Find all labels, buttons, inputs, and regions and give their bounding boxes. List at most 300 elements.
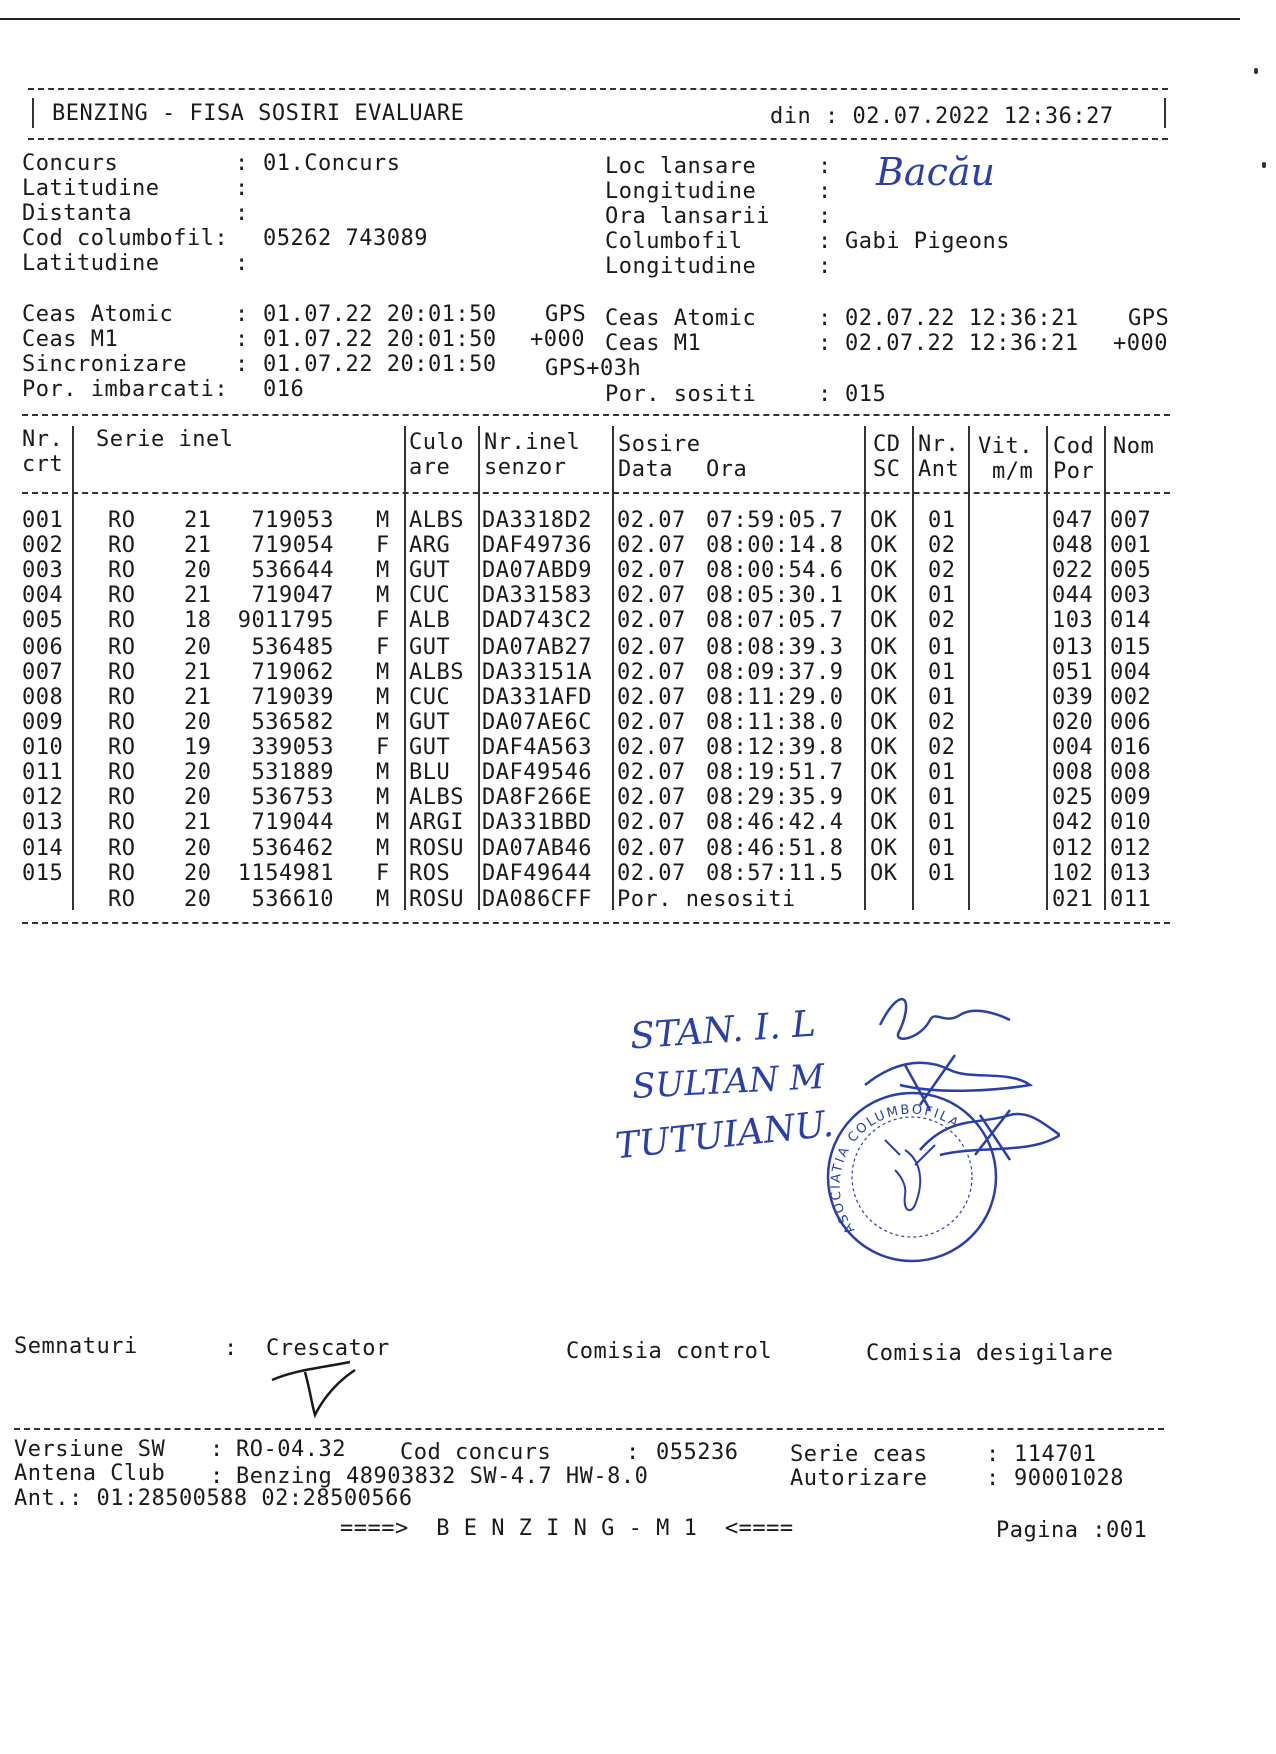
cell-data: Por. nesositi (617, 886, 796, 912)
scan-speck (1262, 162, 1266, 168)
cell-data: 02.07 (617, 508, 686, 533)
cell-sex: F (376, 533, 390, 559)
cell-cc: RO (108, 734, 136, 760)
footer-cod-concurs-value: 055236 (656, 1440, 739, 1465)
cell-cc: RO (108, 709, 136, 735)
info-colon: : (235, 251, 249, 276)
info-label: Ora lansarii (605, 204, 770, 229)
clock-suffix: GPS (1128, 306, 1170, 331)
cell-ant: 01 (928, 760, 956, 785)
col-header-sosire: Sosire (618, 432, 701, 457)
cell-senzor: DAF49546 (482, 760, 592, 785)
cell-inel: 9011795 (237, 608, 334, 634)
cell-cd: OK (870, 659, 898, 685)
report-date: din : 02.07.2022 12:36:27 (770, 104, 1114, 129)
col-header-cd: CD (873, 432, 901, 457)
cell-cc: RO (108, 886, 136, 912)
col-rule (1046, 426, 1048, 910)
cell-ora: 08:29:35.9 (706, 785, 844, 811)
scan-edge-line (0, 18, 1240, 20)
cell-senzor: DA331BBD (482, 810, 592, 836)
cell-ant: 02 (928, 533, 956, 559)
cell-senzor: DA33151A (482, 659, 592, 685)
cell-nom: 009 (1110, 785, 1152, 811)
cell-ant: 01 (928, 684, 956, 710)
cell-ora: 08:07:05.7 (706, 608, 844, 634)
cell-an: 20 (184, 785, 212, 811)
info-colon: : (818, 204, 832, 229)
cell-data: 02.07 (617, 634, 686, 660)
cell-cod: 013 (1052, 634, 1094, 660)
cell-cc: RO (108, 760, 136, 785)
cell-an: 20 (184, 558, 212, 584)
clock-colon: : (818, 331, 832, 356)
cell-ora: 08:08:39.3 (706, 634, 844, 660)
info-colon: : (818, 179, 832, 204)
cell-cd: OK (870, 634, 898, 660)
cell-ant: 01 (928, 659, 956, 685)
clock-label: Ceas M1 (605, 331, 702, 356)
cell-cd: OK (870, 608, 898, 634)
cell-inel: 536485 (251, 634, 334, 660)
cell-inel: 536753 (251, 785, 334, 811)
cell-cod: 012 (1052, 836, 1094, 862)
cell-culoare: GUT (409, 709, 451, 735)
cell-sex: M (376, 583, 390, 609)
cell-ant: 02 (928, 608, 956, 634)
cell-culoare: GUT (409, 558, 451, 584)
cell-nr: 005 (22, 608, 64, 634)
cell-ant: 01 (928, 583, 956, 609)
cell-ora: 08:11:38.0 (706, 709, 844, 735)
footer-page: Pagina :001 (996, 1518, 1148, 1543)
col-rule (1104, 426, 1106, 910)
header-border-bottom (28, 138, 1168, 140)
cell-sex: M (376, 558, 390, 584)
info-label: Latitudine (22, 251, 160, 276)
cell-senzor: DA07AB46 (482, 836, 592, 862)
cell-senzor: DA3318D2 (482, 508, 592, 533)
footer-colon: : (986, 1442, 1000, 1467)
cell-sex: M (376, 760, 390, 785)
cell-inel: 536462 (251, 836, 334, 862)
col-header-culo: Culo (409, 430, 464, 455)
cell-inel: 719054 (251, 533, 334, 559)
report-title: BENZING - FISA SOSIRI EVALUARE (52, 101, 465, 126)
footer-versiune-label: Versiune SW (14, 1437, 166, 1462)
footer-autorizare-value: 90001028 (1014, 1466, 1124, 1491)
cell-data: 02.07 (617, 734, 686, 760)
cell-an: 21 (184, 508, 212, 533)
footer-banner: ====> B E N Z I N G - M 1 <==== (340, 1516, 794, 1541)
clock-value: 01.07.22 20:01:50 (263, 327, 497, 352)
cell-ora: 08:57:11.5 (706, 861, 844, 887)
cell-inel: 719047 (251, 583, 334, 609)
cell-ora: 08:05:30.1 (706, 583, 844, 609)
cell-cod: 021 (1052, 886, 1094, 912)
cell-culoare: ROS (409, 861, 451, 887)
handwritten-name: SULTAN M (631, 1056, 826, 1108)
info-colon: : (235, 201, 249, 226)
cell-nr: 006 (22, 634, 64, 660)
cell-sex: F (376, 734, 390, 760)
cell-nr: 012 (22, 785, 64, 811)
col-header-mm: m/m (992, 459, 1034, 484)
cell-data: 02.07 (617, 583, 686, 609)
clock-suffix: +000 (1113, 331, 1168, 356)
cell-cc: RO (108, 583, 136, 609)
cell-cc: RO (108, 810, 136, 836)
cell-cd: OK (870, 861, 898, 887)
stamp-text: ASOCIATIA COLUMBOFILA (828, 1102, 963, 1237)
cell-cc: RO (108, 608, 136, 634)
cell-cod: 047 (1052, 508, 1094, 533)
col-header-ora: Ora (706, 457, 748, 482)
cell-senzor: DA086CFF (482, 886, 592, 912)
cell-nom: 012 (1110, 836, 1152, 862)
clock-value: 015 (845, 382, 887, 407)
cell-nr: 009 (22, 709, 64, 735)
clock-colon: : (235, 352, 249, 377)
cell-nr: 001 (22, 508, 64, 533)
cell-ora: 07:59:05.7 (706, 508, 844, 533)
cell-cod: 020 (1052, 709, 1094, 735)
cell-nr: 011 (22, 760, 64, 785)
cell-ora: 08:46:51.8 (706, 836, 844, 862)
cell-nr: 003 (22, 558, 64, 584)
cell-senzor: DAF49644 (482, 861, 592, 887)
col-rule (612, 426, 614, 910)
cell-culoare: GUT (409, 634, 451, 660)
signatures-colon: : (224, 1336, 238, 1361)
cell-nom: 006 (1110, 709, 1152, 735)
cell-nr: 002 (22, 533, 64, 559)
cell-an: 19 (184, 734, 212, 760)
col-rule (912, 426, 914, 910)
clock-label: Por. sositi (605, 382, 757, 407)
col-rule (864, 426, 866, 910)
footer-versiune-value: RO-04.32 (236, 1437, 346, 1462)
signature-crescator: Crescator (266, 1336, 390, 1361)
cell-cc: RO (108, 634, 136, 660)
col-header-are: are (409, 455, 451, 480)
cell-an: 18 (184, 608, 212, 634)
cell-nom: 007 (1110, 508, 1152, 533)
cell-nom: 015 (1110, 634, 1152, 660)
info-colon: : (818, 154, 832, 179)
cell-culoare: ALBS (409, 785, 464, 811)
clock-value: 02.07.22 12:36:21 (845, 331, 1079, 356)
cell-nom: 016 (1110, 734, 1152, 760)
cell-ant: 01 (928, 861, 956, 887)
clock-suffix: +000 (530, 327, 585, 352)
clock-value: 02.07.22 12:36:21 (845, 306, 1079, 331)
col-header-nr: Nr. (22, 427, 64, 452)
table-border-bottom (22, 922, 1170, 924)
cell-sex: M (376, 684, 390, 710)
cell-ant: 01 (928, 785, 956, 811)
cell-ora: 08:00:54.6 (706, 558, 844, 584)
cell-cod: 102 (1052, 861, 1094, 887)
cell-sex: M (376, 836, 390, 862)
col-header-crt: crt (22, 452, 64, 477)
cell-inel: 719053 (251, 508, 334, 533)
cell-cd: OK (870, 810, 898, 836)
cell-ant: 01 (928, 810, 956, 836)
cell-an: 21 (184, 659, 212, 685)
cell-data: 02.07 (617, 836, 686, 862)
cell-cod: 025 (1052, 785, 1094, 811)
cell-sex: F (376, 861, 390, 887)
col-rule (478, 426, 480, 910)
cell-nom: 001 (1110, 533, 1152, 559)
cell-cc: RO (108, 659, 136, 685)
info-colon: : (818, 254, 832, 279)
footer-colon: : (210, 1464, 224, 1489)
col-header-ant: Ant (918, 457, 960, 482)
info-label: Loc lansare (605, 154, 757, 179)
cell-data: 02.07 (617, 659, 686, 685)
scan-speck (1254, 68, 1258, 74)
col-rule (968, 426, 970, 910)
cell-data: 02.07 (617, 785, 686, 811)
cell-inel: 719062 (251, 659, 334, 685)
cell-ant: 02 (928, 558, 956, 584)
col-header-data: Data (618, 457, 673, 482)
cell-cd: OK (870, 709, 898, 735)
header-border-right (1164, 98, 1166, 128)
footer-divider (14, 1428, 1164, 1430)
col-header-nrinel: Nr.inel (484, 430, 581, 455)
cell-cc: RO (108, 684, 136, 710)
cell-inel: 531889 (251, 760, 334, 785)
cell-culoare: ROSU (409, 836, 464, 862)
clock-value: 01.07.22 20:01:50 (263, 302, 497, 327)
cell-culoare: CUC (409, 684, 451, 710)
cell-cc: RO (108, 861, 136, 887)
cell-nr: 010 (22, 734, 64, 760)
cell-cd: OK (870, 558, 898, 584)
cell-inel: 719039 (251, 684, 334, 710)
cell-data: 02.07 (617, 558, 686, 584)
handwritten-name: TUTUIANU. (613, 1103, 836, 1168)
cell-cc: RO (108, 508, 136, 533)
info-value: Gabi Pigeons (845, 229, 1010, 254)
cell-cc: RO (108, 785, 136, 811)
cell-nom: 003 (1110, 583, 1152, 609)
footer-serie-ceas-label: Serie ceas (790, 1442, 928, 1467)
col-header-por: Por (1053, 459, 1095, 484)
clock-label: Ceas Atomic (605, 306, 757, 331)
info-label: Concurs (22, 151, 119, 176)
cell-nr: 014 (22, 836, 64, 862)
cell-ora: 08:46:42.4 (706, 810, 844, 836)
cell-an: 21 (184, 583, 212, 609)
cell-nom: 004 (1110, 659, 1152, 685)
clock-label: Sincronizare (22, 352, 187, 377)
cell-inel: 719044 (251, 810, 334, 836)
cell-sex: F (376, 634, 390, 660)
header-border-left (32, 98, 34, 128)
cell-senzor: DA331583 (482, 583, 592, 609)
col-header-serie: Serie inel (96, 427, 234, 452)
cell-nom: 013 (1110, 861, 1152, 887)
cell-cc: RO (108, 533, 136, 559)
cell-ant: 01 (928, 634, 956, 660)
cell-data: 02.07 (617, 608, 686, 634)
cell-an: 21 (184, 684, 212, 710)
col-header-nom: Nom (1113, 434, 1155, 459)
clock-suffix: GPS (545, 302, 587, 327)
cell-cod: 051 (1052, 659, 1094, 685)
cell-ant: 01 (928, 836, 956, 862)
cell-nom: 002 (1110, 684, 1152, 710)
cell-data: 02.07 (617, 760, 686, 785)
cell-culoare: CUC (409, 583, 451, 609)
table-header-divider (22, 492, 1170, 494)
cell-cod: 039 (1052, 684, 1094, 710)
cell-cod: 103 (1052, 608, 1094, 634)
cell-cd: OK (870, 583, 898, 609)
cell-nom: 005 (1110, 558, 1152, 584)
footer-colon: : (210, 1437, 224, 1462)
footer-serie-ceas-value: 114701 (1014, 1442, 1097, 1467)
footer-cod-concurs-label: Cod concurs (400, 1440, 552, 1465)
cell-senzor: DAF49736 (482, 533, 592, 559)
cell-cd: OK (870, 533, 898, 559)
info-label: Longitudine (605, 179, 757, 204)
cell-senzor: DAF4A563 (482, 734, 592, 760)
footer-autorizare-label: Autorizare (790, 1466, 928, 1491)
header-border-top (28, 88, 1168, 90)
cell-culoare: ARGI (409, 810, 464, 836)
cell-nom: 014 (1110, 608, 1152, 634)
clock-label: Ceas Atomic (22, 302, 174, 327)
cell-an: 20 (184, 886, 212, 912)
cell-cc: RO (108, 836, 136, 862)
cell-cd: OK (870, 760, 898, 785)
info-label: Columbofil (605, 229, 743, 254)
cell-an: 20 (184, 709, 212, 735)
cell-sex: M (376, 659, 390, 685)
col-header-sc: SC (873, 457, 901, 482)
cell-an: 20 (184, 861, 212, 887)
col-header-nrant: Nr. (918, 432, 960, 457)
cell-cd: OK (870, 508, 898, 533)
clock-value: 016 (263, 377, 305, 402)
cell-cod: 048 (1052, 533, 1094, 559)
col-header-cod: Cod (1053, 434, 1095, 459)
cell-inel: 536582 (251, 709, 334, 735)
signature-comisia-control: Comisia control (566, 1339, 773, 1364)
cell-ant: 02 (928, 709, 956, 735)
footer-colon: : (626, 1440, 640, 1465)
cell-data: 02.07 (617, 861, 686, 887)
cell-cc: RO (108, 558, 136, 584)
cell-sex: F (376, 608, 390, 634)
cell-culoare: ALB (409, 608, 451, 634)
cell-nr: 004 (22, 583, 64, 609)
info-colon: : (235, 176, 249, 201)
cell-culoare: ROSU (409, 886, 464, 912)
clock-label: Ceas M1 (22, 327, 119, 352)
cell-nom: 010 (1110, 810, 1152, 836)
clock-suffix: GPS+03h (545, 356, 642, 381)
cell-senzor: DA07AB27 (482, 634, 592, 660)
clock-colon: : (818, 382, 832, 407)
cell-sex: M (376, 810, 390, 836)
info-colon: : (235, 151, 249, 176)
cell-cd: OK (870, 836, 898, 862)
cell-nr: 015 (22, 861, 64, 887)
cell-senzor: DAD743C2 (482, 608, 592, 634)
cell-nom: 008 (1110, 760, 1152, 785)
cell-nr: 008 (22, 684, 64, 710)
clock-colon: : (818, 306, 832, 331)
col-rule (404, 426, 406, 910)
clock-label: Por. imbarcati: (22, 377, 229, 402)
cell-cod: 004 (1052, 734, 1094, 760)
cell-cod: 044 (1052, 583, 1094, 609)
cell-culoare: BLU (409, 760, 451, 785)
cell-ora: 08:00:14.8 (706, 533, 844, 559)
footer-antena-label: Antena Club (14, 1461, 166, 1486)
cell-senzor: DA8F266E (482, 785, 592, 811)
col-header-senzor: senzor (484, 455, 567, 480)
cell-an: 20 (184, 836, 212, 862)
cell-ora: 08:09:37.9 (706, 659, 844, 685)
cell-cod: 042 (1052, 810, 1094, 836)
cell-nr: 013 (22, 810, 64, 836)
clock-value: 01.07.22 20:01:50 (263, 352, 497, 377)
cell-cd: OK (870, 684, 898, 710)
cell-senzor: DA331AFD (482, 684, 592, 710)
cell-cod: 008 (1052, 760, 1094, 785)
footer-antena-value: Benzing 48903832 SW-4.7 HW-8.0 (236, 1464, 649, 1489)
cell-inel: 536610 (251, 886, 334, 912)
cell-senzor: DA07AE6C (482, 709, 592, 735)
cell-senzor: DA07ABD9 (482, 558, 592, 584)
cell-data: 02.07 (617, 684, 686, 710)
table-border-top (22, 414, 1170, 416)
signature-comisia-desigilare: Comisia desigilare (866, 1341, 1114, 1366)
signatures-label: Semnaturi (14, 1334, 138, 1359)
cell-culoare: ALBS (409, 659, 464, 685)
info-label: Cod columbofil: (22, 226, 229, 251)
col-header-vit: Vit. (978, 434, 1033, 459)
cell-culoare: ALBS (409, 508, 464, 533)
cell-nr: 007 (22, 659, 64, 685)
info-label: Longitudine (605, 254, 757, 279)
cell-sex: M (376, 785, 390, 811)
cell-culoare: GUT (409, 734, 451, 760)
info-label: Latitudine (22, 176, 160, 201)
info-colon: : (818, 229, 832, 254)
cell-cd: OK (870, 734, 898, 760)
cell-inel: 339053 (251, 734, 334, 760)
footer-colon: : (986, 1466, 1000, 1491)
clock-colon: : (235, 302, 249, 327)
handwritten-name: STAN. I. L (628, 1003, 818, 1058)
info-label: Distanta (22, 201, 132, 226)
footer-antenna-line: Ant.: 01:28500588 02:28500566 (14, 1486, 413, 1511)
cell-an: 21 (184, 810, 212, 836)
cell-ora: 08:19:51.7 (706, 760, 844, 785)
cell-data: 02.07 (617, 810, 686, 836)
association-stamp (825, 1090, 1000, 1265)
cell-sex: M (376, 709, 390, 735)
cell-an: 20 (184, 760, 212, 785)
